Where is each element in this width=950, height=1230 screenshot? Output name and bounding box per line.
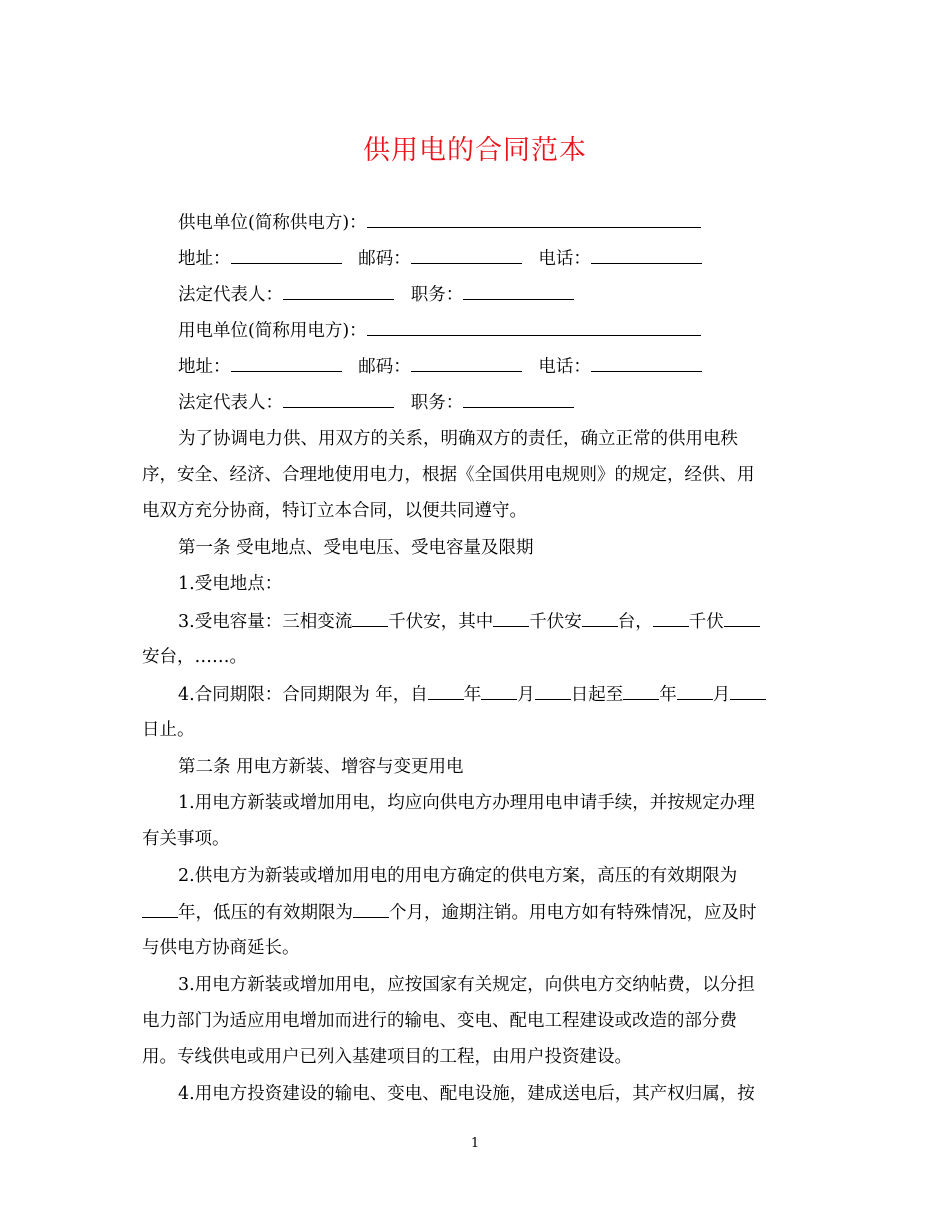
validity-text: 年，低压的有效期限为 [178,903,353,923]
article-1-item-4 [142,683,838,706]
blank [724,610,760,627]
consumer-rep-line [142,391,838,414]
page-number: 1 [470,1136,480,1151]
intro-line-3: 电双方充分协商，特订立本合同，以便共同遵守。 [142,501,527,521]
article-2-p4-line-1: 4.用电方投资建设的输电、变电、配电设施，建成送电后，其产权归属，按 [178,1084,755,1104]
blank [353,901,389,918]
supplier-rep-line [142,283,838,306]
consumer-address-line [142,355,838,378]
article-1-item-4-cont: 日止。 [142,720,195,740]
article-2-p2-line-2 [142,901,802,924]
rep-label: 法定代表人： [178,393,283,413]
position-label: 职务： [410,393,464,413]
article-2-heading: 第二条 用电方新装、增容与变更用电 [178,757,464,777]
article-2-p3-line-2: 电力部门为适应用电增加而进行的输电、变电、配电工程建设或改造的部分费 [142,1011,737,1031]
phone-blank [591,247,702,264]
supplier-blank [367,211,701,228]
capacity-text: 千伏安 [529,612,582,632]
article-2-p2-line-3: 与供电方协商延长。 [142,938,300,958]
article-2-p3-line-1: 3.用电方新装或增加用电，应按国家有关规定，向供电方交纳帖费，以分担 [178,975,755,995]
zip-label: 邮码： [358,249,411,269]
article-2-p1-line-1: 1.用电方新装或增加用电，均应向供电方办理用电申请手续，并按规定办理 [178,793,755,813]
supplier-label: 供电单位(简称供电方)： [178,213,367,233]
intro-line-2: 序，安全、经济、合理地使用电力，根据《全国供用电规则》的规定，经供、用 [142,465,755,485]
rep-label: 法定代表人： [178,285,283,305]
blank [142,901,178,918]
supplier-line [142,211,838,234]
blank [428,683,464,700]
position-label: 职务： [410,285,464,305]
consumer-blank [367,319,701,336]
intro-line-1: 为了协调电力供、用双方的关系，明确双方的责任，确立正常的供用电秩 [178,429,738,449]
article-1-item-3 [142,610,838,633]
address-blank [231,355,342,372]
blank [623,683,659,700]
rep-blank [283,391,394,408]
blank [730,683,766,700]
year-text: 年 [659,685,677,705]
address-blank [231,247,342,264]
zip-label: 邮码： [358,357,411,377]
blank [352,610,388,627]
zip-blank [411,355,522,372]
article-1-heading: 第一条 受电地点、受电电压、受电容量及限期 [178,538,534,558]
blank [535,683,571,700]
validity-text: 个月，逾期注销。用电方如有特殊情况，应及时 [389,903,757,923]
article-2-p3-line-3: 用。专线供电或用户已列入基建项目的工程，由用户投资建设。 [142,1047,632,1067]
capacity-text: 3.受电容量：三相变流 [178,612,353,632]
consumer-line [142,319,838,342]
zip-blank [411,247,522,264]
document-title: 供用电的合同范本 [363,135,587,166]
year-text: 年 [463,685,482,705]
phone-blank [591,355,702,372]
consumer-label: 用电单位(简称用电方)： [178,321,367,341]
day-text: 日起至 [570,685,624,705]
supplier-address-line [142,247,838,270]
capacity-text: 台， [617,612,653,632]
phone-label: 电话： [538,357,591,377]
term-text: 4.合同期限：合同期限为 年，自 [178,685,428,705]
position-blank [463,391,574,408]
article-2-p2-line-1: 2.供电方为新装或增加用电的用电方确定的供电方案，高压的有效期限为 [178,866,738,886]
month-text: 月 [517,685,535,705]
address-label: 地址： [178,249,231,269]
position-blank [463,283,574,300]
rep-blank [283,283,394,300]
blank [677,683,713,700]
blank [582,610,618,627]
blank [493,610,529,627]
article-1-item-3-cont: 安台，……。 [142,647,247,667]
capacity-text: 千伏安，其中 [388,612,494,632]
capacity-text: 千伏 [688,612,724,632]
blank [481,683,517,700]
article-1-item-1: 1.受电地点： [178,574,283,594]
blank [653,610,689,627]
article-2-p1-line-2: 有关事项。 [142,829,230,849]
address-label: 地址： [178,357,231,377]
month-text: 月 [712,685,731,705]
phone-label: 电话： [538,249,591,269]
